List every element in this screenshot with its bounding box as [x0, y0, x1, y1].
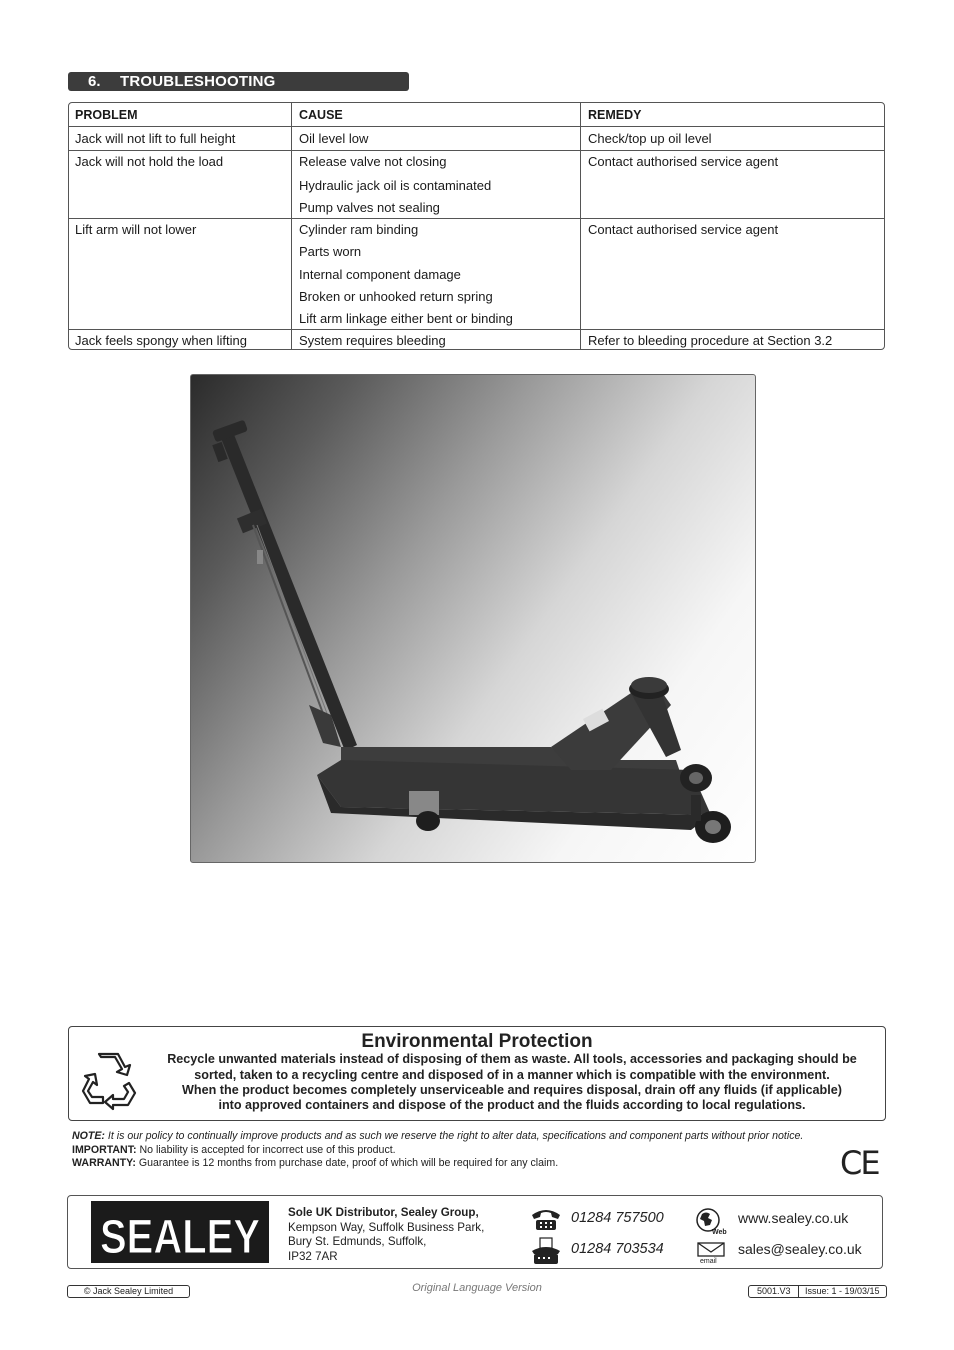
environmental-title: Environmental Protection — [361, 1031, 593, 1052]
ce-mark: CE — [840, 1144, 879, 1182]
note-line — [72, 1130, 803, 1142]
footer-contact-box — [67, 1195, 883, 1269]
fax-number[interactable]: 01284 703534 — [571, 1241, 664, 1257]
row3-cause-3: Internal component damage — [299, 267, 461, 282]
header-remedy: REMEDY — [588, 108, 642, 122]
row3-cause-2: Parts worn — [299, 244, 362, 259]
row3-cause-5: Lift arm linkage either bent or binding — [299, 311, 513, 326]
section-number: 6. — [88, 73, 101, 90]
important-label: IMPORTANT: — [72, 1144, 137, 1156]
row1-problem: Jack will not lift to full height — [75, 131, 236, 146]
env-line-4: into approved containers and dispose of the product and the fluids according to local regulations. — [218, 1098, 806, 1112]
trolley-jack-illustration — [191, 375, 757, 864]
note-label: NOTE: — [72, 1130, 105, 1142]
logo-text: SEALEY — [100, 1211, 260, 1264]
header-cause: CAUSE — [299, 108, 343, 122]
address-line-2: Bury St. Edmunds, Suffolk, — [288, 1235, 427, 1248]
address-line-1: Kempson Way, Suffolk Business Park, — [288, 1221, 485, 1234]
distributor-name: Sole UK Distributor, Sealey Group, — [288, 1206, 479, 1219]
row4-remedy: Refer to bleeding procedure at Section 3.2 — [588, 333, 833, 348]
sealey-logo — [91, 1201, 269, 1263]
email-link[interactable]: sales@sealey.co.uk — [738, 1241, 862, 1257]
row2-cause-2: Hydraulic jack oil is contaminated — [299, 178, 492, 193]
warranty-line — [72, 1157, 558, 1169]
warranty-text: Guarantee is 12 months from purchase date, proof of which will be required for any claim. — [135, 1157, 559, 1169]
copyright-tag: © Jack Sealey Limited — [67, 1285, 190, 1298]
env-line-2: sorted, taken to a recycling centre and disposed of in a manner which is compatible with the environment. — [194, 1068, 830, 1082]
row3-remedy: Contact authorised service agent — [588, 222, 779, 237]
issue-tag — [748, 1285, 887, 1298]
row4-problem: Jack feels spongy when lifting — [75, 333, 247, 348]
header-problem: PROBLEM — [75, 108, 138, 122]
important-line — [72, 1144, 396, 1156]
email-envelope-icon — [697, 1241, 727, 1265]
website-link[interactable]: www.sealey.co.uk — [738, 1210, 849, 1226]
row1-remedy: Check/top up oil level — [588, 131, 712, 146]
address-line-3: IP32 7AR — [288, 1250, 338, 1263]
issue-date: Issue: 1 - 19/03/15 — [805, 1286, 880, 1296]
row3-cause-1: Cylinder ram binding — [299, 222, 419, 237]
section-title: TROUBLESHOOTING — [120, 73, 276, 90]
env-line-3: When the product becomes completely unserviceable and requires disposal, drain off any fluids (if applicable) — [182, 1083, 842, 1097]
note-text: It is our policy to continually improve products and as such we reserve the right to alter data, specifications and component parts without prior notice. — [104, 1130, 804, 1142]
troubleshooting-table — [68, 102, 885, 350]
svg-text:email: email — [700, 1258, 717, 1265]
row2-cause-3: Pump valves not sealing — [299, 200, 440, 215]
row2-cause-1: Release valve not closing — [299, 154, 447, 169]
telephone-icon — [530, 1207, 562, 1231]
env-line-1: Recycle unwanted materials instead of disposing of them as waste. All tools, accessories and packaging should be — [167, 1052, 857, 1066]
product-photo — [190, 374, 756, 863]
row3-cause-4: Broken or unhooked return spring — [299, 289, 493, 304]
row1-cause-1: Oil level low — [299, 131, 369, 146]
environmental-protection-box — [68, 1026, 886, 1121]
phone-number[interactable]: 01284 757500 — [571, 1210, 664, 1226]
fax-icon — [530, 1237, 562, 1265]
section-header — [68, 72, 409, 91]
svg-text:Web: Web — [712, 1229, 727, 1236]
web-globe-icon — [696, 1208, 726, 1236]
language-version: Original Language Version — [412, 1282, 542, 1294]
row4-cause-1: System requires bleeding — [299, 333, 446, 348]
important-text: No liability is accepted for incorrect use of this product. — [136, 1144, 396, 1156]
warranty-label: WARRANTY: — [72, 1157, 136, 1169]
row2-remedy: Contact authorised service agent — [588, 154, 779, 169]
row2-problem: Jack will not hold the load — [75, 154, 224, 169]
recycle-icon — [79, 1051, 137, 1109]
model-number: 5001.V3 — [757, 1286, 791, 1296]
row3-problem: Lift arm will not lower — [75, 222, 197, 237]
